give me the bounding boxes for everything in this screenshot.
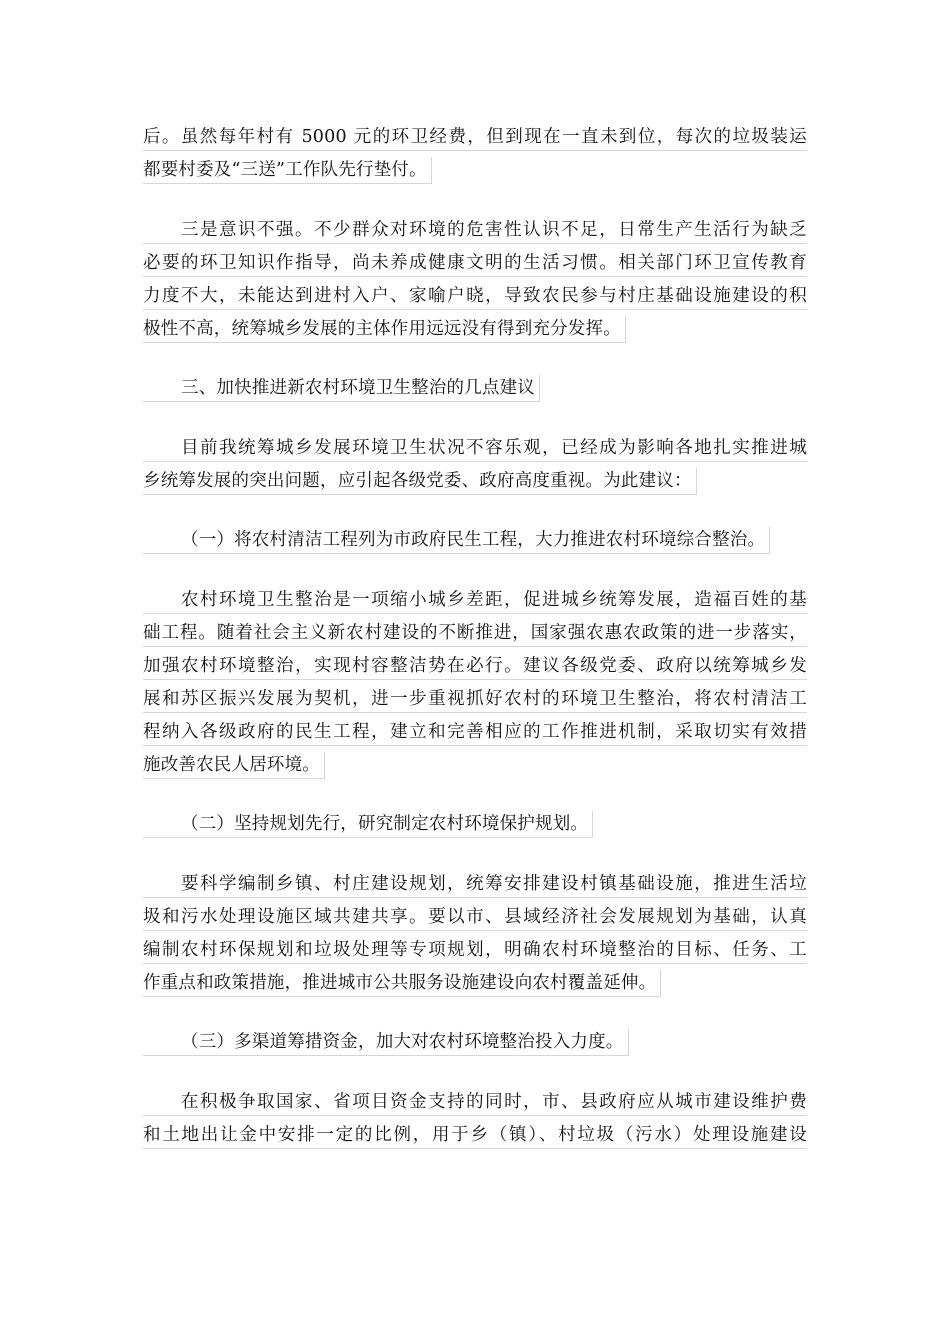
paragraph-p7 xyxy=(143,811,807,849)
document-page xyxy=(143,124,807,1171)
text-line: 展和苏区振兴发展为契机，进一步重视抓好农村的环境卫生整治，将农村清洁工 xyxy=(143,686,807,713)
paragraph-p2 xyxy=(143,217,807,354)
text-line: 编制农村环保规划和垃圾处理等专项规划，明确农村环境整治的目标、任务、工 xyxy=(143,937,807,964)
text-line: （一）将农村清洁工程列为市政府民生工程，大力推进农村环境综合整治。 xyxy=(143,527,770,554)
text-line: 要科学编制乡镇、村庄建设规划，统筹安排建设村镇基础设施，推进生活垃 xyxy=(143,871,807,898)
text-line: 力度不大，未能达到进村入户、家喻户晓，导致农民参与村庄基础设施建设的积 xyxy=(143,283,807,310)
paragraph-p9 xyxy=(143,1029,807,1067)
text-line: 后。虽然每年村有 5000 元的环卫经费，但到现在一直未到位，每次的垃圾装运 xyxy=(143,124,807,151)
paragraph-p4 xyxy=(143,435,807,506)
text-line: 和土地出让金中安排一定的比例，用于乡（镇）、村垃圾（污水）处理设施建设 xyxy=(143,1122,807,1149)
text-line: （二）坚持规划先行，研究制定农村环境保护规划。 xyxy=(143,811,593,838)
text-line: 三是意识不强。不少群众对环境的危害性认识不足，日常生产生活行为缺乏 xyxy=(143,217,807,244)
text-line: 在积极争取国家、省项目资金支持的同时，市、县政府应从城市建设维护费 xyxy=(143,1089,807,1116)
paragraph-p8 xyxy=(143,871,807,1008)
text-line: （三）多渠道筹措资金，加大对农村环境整治投入力度。 xyxy=(143,1029,629,1056)
paragraph-p5 xyxy=(143,527,807,565)
text-line: 程纳入各级政府的民生工程，建立和完善相应的工作推进机制，采取切实有效措 xyxy=(143,719,807,746)
paragraph-p3 xyxy=(143,375,807,413)
text-line: 极性不高，统筹城乡发展的主体作用远远没有得到充分发挥。 xyxy=(143,316,626,343)
paragraph-p6 xyxy=(143,587,807,790)
text-line: 目前我统筹城乡发展环境卫生状况不容乐观，已经成为影响各地扎实推进城 xyxy=(143,435,807,462)
text-line: 农村环境卫生整治是一项缩小城乡差距，促进城乡统筹发展，造福百姓的基 xyxy=(143,587,807,614)
text-line: 都要村委及“三送”工作队先行垫付。 xyxy=(143,157,432,184)
text-line: 圾和污水处理设施区域共建共享。要以市、县域经济社会发展规划为基础，认真 xyxy=(143,904,807,931)
paragraph-p1 xyxy=(143,124,807,195)
text-line: 乡统筹发展的突出问题，应引起各级党委、政府高度重视。为此建议： xyxy=(143,468,697,495)
text-line: 加强农村环境整治，实现村容整洁势在必行。建议各级党委、政府以统筹城乡发 xyxy=(143,653,807,680)
text-line: 必要的环卫知识作指导，尚未养成健康文明的生活习惯。相关部门环卫宣传教育 xyxy=(143,250,807,277)
text-line: 施改善农民人居环境。 xyxy=(143,752,325,779)
text-line: 作重点和政策措施，推进城市公共服务设施建设向农村覆盖延伸。 xyxy=(143,970,661,997)
paragraph-p10 xyxy=(143,1089,807,1149)
text-line: 三、加快推进新农村环境卫生整治的几点建议 xyxy=(143,375,540,402)
text-line: 础工程。随着社会主义新农村建设的不断推进，国家强农惠农政策的进一步落实， xyxy=(143,620,807,647)
